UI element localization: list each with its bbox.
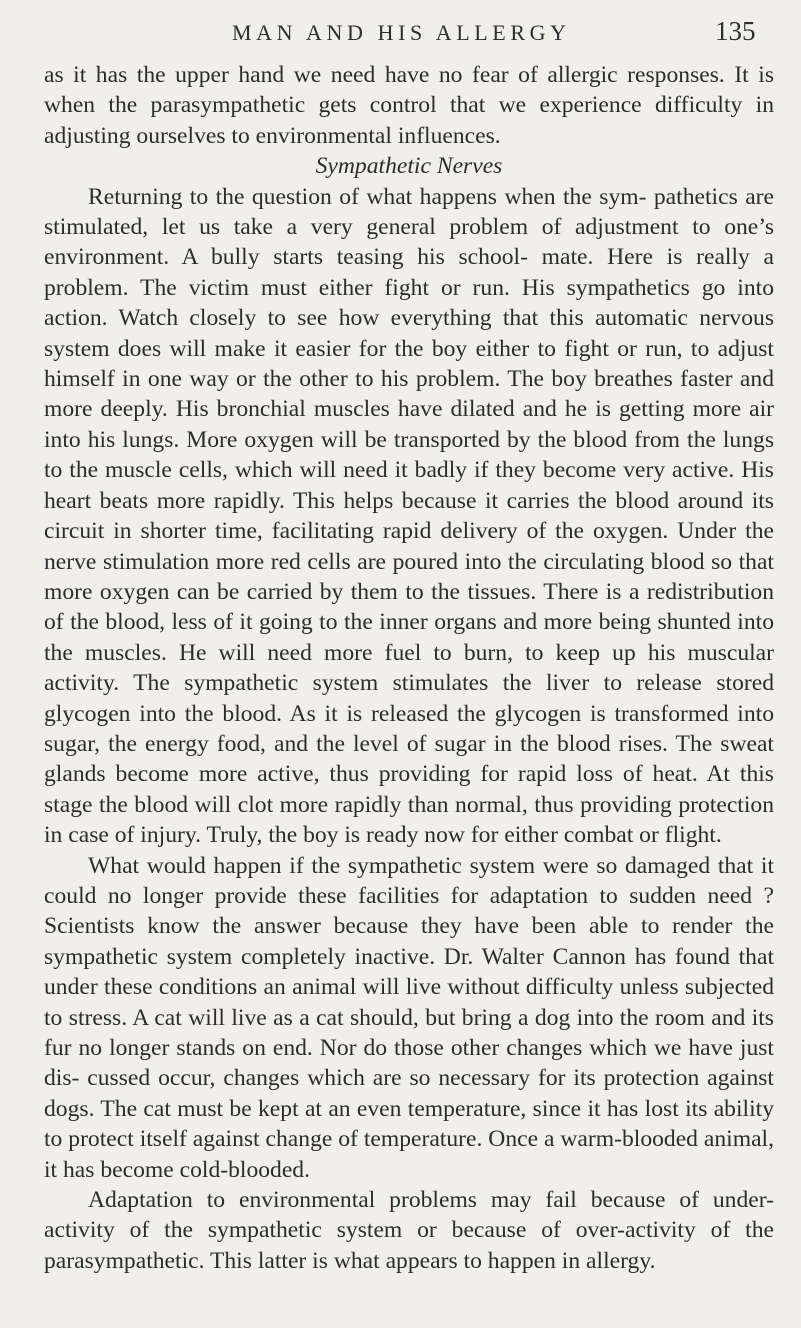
paragraph: Adaptation to environmental problems may fail because of under-activity of the sympathetic system or because of over-activity of the parasympathetic. This latter is what appears to happen in allergy. [44,1187,774,1274]
paragraph: Returning to the question of what happens when the sym- pathetics are stimulated, let us take a very general problem of adjustment to one’s environment. A bully starts teasing his school- mate. Here is really a problem. The victim must either fight or run. His sympathetics go into action. Watch closely to see how everything that this automatic nervous system does will make it easier for the boy either to fight or run, to adjust himself in one way or the other to his problem. The boy breathes faster and more deeply. His bronchial muscles have dilated and he is getting more air into his lungs. More oxygen will be transported by the blood from the lungs to the muscle cells, which will need it badly if they become very active. His heart beats more rapidly. This helps because it carries the blood around its circuit in shorter time, facilitating rapid delivery of the oxygen. Under the nerve stimulation more red cells are poured into the circulating blood so that more oxygen can be carried by them to the tissues. There is a redistribution of the blood, less of it going to the inner organs and more being shunted into the muscles. He will need more fuel to burn, to keep up his muscular activity. The sympathetic system stimulates the liver to release stored glycogen into the blood. As it is released the glycogen is transformed into sugar, the energy food, and the level of sugar in the blood rises. The sweat glands become more active, thus providing for rapid loss of heat. At this stage the blood will clot more rapidly than normal, thus providing protection in case of injury. Truly, the boy is ready now for either combat or flight. [44,183,774,849]
paragraph: What would happen if the sympathetic system were so damaged that it could no longer provide these facilities for adaptation to sudden need ? Scientists know the answer because they have been able to render the sympathetic system completely inactive. Dr. Walter Cannon has found that under these conditions an animal will live without difficulty unless subjected to stress. A cat will live as a cat should, but bring a dog into the room and its fur no longer stands on end. Nor do those other changes which we have just dis- cussed occur, changes which are so necessary for its protection against dogs. The cat must be kept at an even temperature, since it has lost its ability to protect itself against change of temperature. Once a warm-blooded animal, it has become cold-blooded. [44,852,774,1183]
page-number: 135 [715,16,756,46]
paragraph: as it has the upper hand we need have no fear of allergic responses. It is when the parasympathetic gets control that we experience difficulty in adjusting ourselves to environmental influences. [44,62,774,149]
body-text [44,60,774,1276]
running-head: MAN AND HIS ALLERGY [232,20,571,45]
section-heading: Sympathetic Nerves [315,153,503,180]
